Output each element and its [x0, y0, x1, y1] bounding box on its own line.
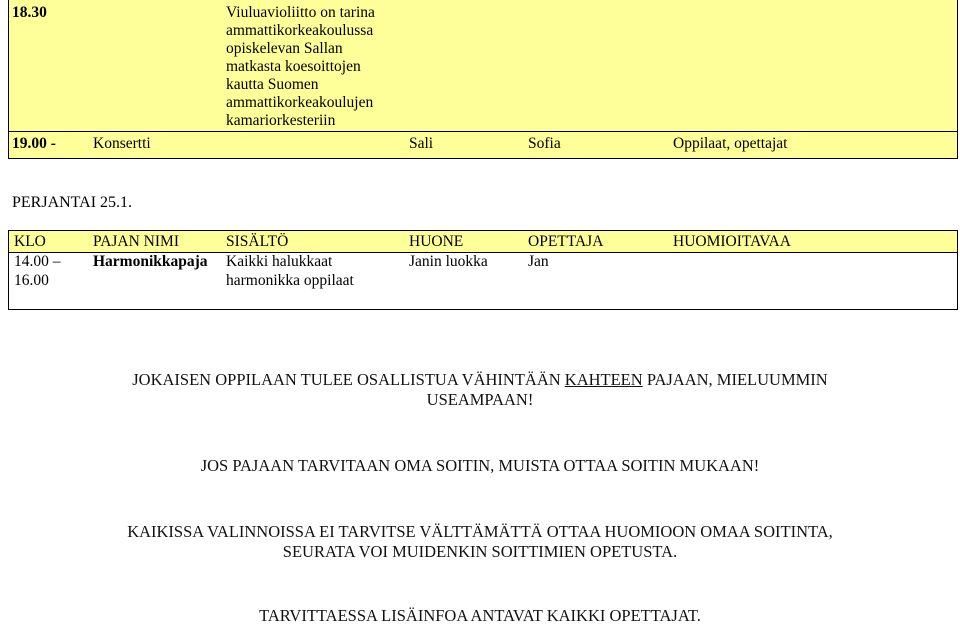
row2-name: Konsertti — [93, 135, 151, 152]
header-opettaja: OPETTAJA — [528, 233, 604, 250]
notice-instrument-choice-line1: KAIKISSA VALINNOISSA EI TARVITSE VÄLTTÄMÄTTÄ OTTAA HUOMIOON OMAA SOITINTA, — [127, 522, 833, 541]
row1-content-line: ammattikorkeakoulujen — [226, 94, 374, 111]
row2-teacher: Sofia — [528, 135, 561, 152]
top-table-row-concert-info — [9, 0, 957, 131]
notice-instrument-choice-line2: SEURATA VOI MUIDENKIN SOITTIMIEN OPETUSTA. — [282, 542, 678, 561]
table-border-bottom — [8, 158, 958, 159]
table-border-right — [957, 0, 958, 159]
notice-participation — [0, 370, 960, 389]
row-time-line1: 14.00 – — [14, 253, 61, 270]
schedule-border-bottom — [8, 309, 958, 310]
row2-time: 19.00 - — [12, 135, 56, 152]
notice-participation-post: PAJAAN, MIELUUMMIN — [642, 370, 828, 389]
row-room: Janin luokka — [409, 253, 488, 270]
schedule-border-left — [8, 230, 9, 310]
schedule-border-right — [957, 230, 958, 310]
notice-own-instrument: JOS PAJAAN TARVITAAN OMA SOITIN, MUISTA OTTAA SOITIN MUKAAN! — [200, 456, 760, 475]
row-content-line2: harmonikka oppilaat — [226, 272, 354, 289]
row1-content-line: ammattikorkeakoulussa — [226, 22, 374, 39]
row-time-line2: 16.00 — [14, 272, 49, 289]
row1-content-line: opiskelevan Sallan — [226, 40, 343, 57]
table-border-left — [8, 0, 9, 159]
top-table-row-concert — [9, 131, 957, 158]
header-klo: KLO — [14, 233, 46, 250]
day-heading: PERJANTAI 25.1. — [12, 194, 133, 211]
row-teacher: Jan — [528, 253, 549, 270]
row2-room: Sali — [409, 135, 434, 152]
row1-content-line: Viuluavioliitto on tarina — [226, 4, 375, 21]
notice-more-info: TARVITTAESSA LISÄINFOA ANTAVAT KAIKKI OPETTAJAT. — [259, 606, 701, 625]
notice-participation-underlined: KAHTEEN — [564, 370, 643, 389]
row-workshop-name: Harmonikkapaja — [93, 253, 208, 270]
notice-participation-pre: JOKAISEN OPPILAAN TULEE OSALLISTUA VÄHINTÄÄN — [132, 370, 565, 389]
notice-participation-line2: USEAMPAAN! — [426, 390, 534, 409]
header-sisalto: SISÄLTÖ — [226, 233, 289, 250]
row2-note: Oppilaat, opettajat — [673, 135, 788, 152]
row1-content-line: matkasta koesoittojen — [226, 58, 361, 75]
row1-content-line: kamariorkesteriin — [226, 112, 336, 129]
row-content-line1: Kaikki halukkaat — [226, 253, 333, 270]
row1-content-line: kautta Suomen — [226, 76, 319, 93]
row-divider — [8, 131, 958, 132]
header-huomioitavaa: HUOMIOITAVAA — [673, 233, 791, 250]
header-huone: HUONE — [409, 233, 464, 250]
header-pajan-nimi: PAJAN NIMI — [93, 233, 179, 250]
row1-content — [226, 4, 375, 130]
schedule-border-top — [8, 230, 958, 231]
row1-time: 18.30 — [12, 4, 47, 21]
